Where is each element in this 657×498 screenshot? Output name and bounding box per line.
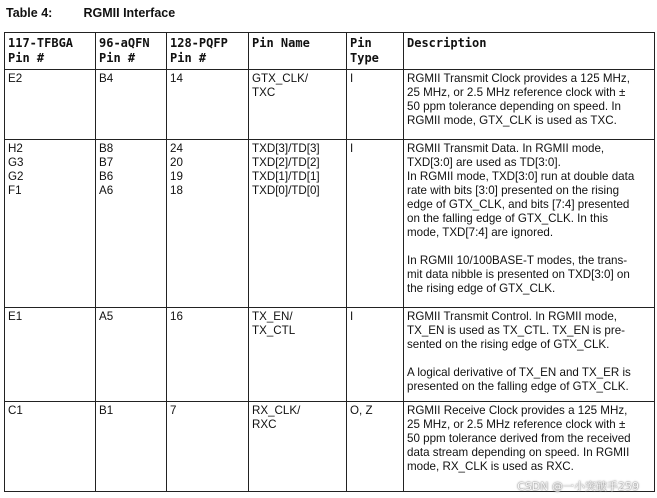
cell-line: 16 bbox=[170, 310, 183, 323]
cell-description bbox=[404, 70, 655, 140]
cell-line: 14 bbox=[170, 72, 183, 85]
cell-line: TXD[1]/TD[1] bbox=[252, 170, 320, 183]
description-line: rate with bits [3:0] presented on the rising bbox=[407, 184, 620, 197]
cell-line: 7 bbox=[170, 404, 177, 417]
cell-line: A5 bbox=[99, 310, 114, 323]
header-96-aqfn-pin: 96-aQFN Pin # bbox=[96, 33, 167, 70]
description-line: edge of GTX_CLK, and bits [7:4] presented bbox=[407, 198, 630, 211]
header-pin-name: Pin Name bbox=[249, 33, 347, 70]
header-row bbox=[5, 33, 655, 70]
cell-128-pqfp-pin bbox=[167, 308, 249, 402]
table-body bbox=[5, 70, 655, 492]
cell-line: I bbox=[350, 72, 354, 85]
cell-128-pqfp-pin bbox=[167, 402, 249, 492]
cell-line: TX_EN/ bbox=[252, 310, 293, 323]
cell-128-pqfp-pin bbox=[167, 140, 249, 308]
table-caption bbox=[6, 6, 175, 20]
paragraph-gap bbox=[407, 240, 651, 254]
cell-117-tfbga-pin bbox=[5, 140, 96, 308]
description-line: sented on the rising edge of GTX_CLK. bbox=[407, 338, 610, 351]
header-117-tfbga-pin: 117-TFBGA Pin # bbox=[5, 33, 96, 70]
cell-line: RXC bbox=[252, 418, 277, 431]
table-title: RGMII Interface bbox=[83, 6, 176, 20]
cell-pin-name bbox=[249, 308, 347, 402]
header-pin-type: Pin Type bbox=[347, 33, 404, 70]
cell-line: B1 bbox=[99, 404, 114, 417]
cell-line: 24 bbox=[170, 142, 183, 155]
cell-line: TXD[0]/TD[0] bbox=[252, 184, 320, 197]
description-line: In RGMII mode, TXD[3:0] run at double data bbox=[407, 170, 635, 183]
description-line: 25 MHz, or 2.5 MHz reference clock with ± bbox=[407, 418, 626, 431]
cell-line: B8 bbox=[99, 142, 114, 155]
cell-line: E1 bbox=[8, 310, 23, 323]
cell-line: G2 bbox=[8, 170, 24, 183]
cell-line: A6 bbox=[99, 184, 114, 197]
header-description: Description bbox=[404, 33, 655, 70]
description-line: the rising edge of GTX_CLK. bbox=[407, 282, 556, 295]
table-number: Table 4: bbox=[6, 6, 53, 20]
cell-line: B4 bbox=[99, 72, 114, 85]
table-row bbox=[5, 140, 655, 308]
cell-pin-name bbox=[249, 70, 347, 140]
cell-line: F1 bbox=[8, 184, 22, 197]
cell-117-tfbga-pin bbox=[5, 70, 96, 140]
cell-pin-name bbox=[249, 402, 347, 492]
cell-pin-type bbox=[347, 140, 404, 308]
description-line: TX_EN is used as TX_CTL. TX_EN is pre- bbox=[407, 324, 625, 337]
description-line: 50 ppm tolerance derived from the received bbox=[407, 432, 631, 445]
cell-line: 18 bbox=[170, 184, 183, 197]
paragraph-gap bbox=[407, 352, 651, 366]
description-line: RGMII Receive Clock provides a 125 MHz, bbox=[407, 404, 628, 417]
cell-line: TXD[3]/TD[3] bbox=[252, 142, 320, 155]
description-line: mode, TXD[7:4] are ignored. bbox=[407, 226, 554, 239]
cell-96-aqfn-pin bbox=[96, 70, 167, 140]
cell-96-aqfn-pin bbox=[96, 140, 167, 308]
description-line: TXD[3:0] are used as TD[3:0]. bbox=[407, 156, 561, 169]
cell-line: TX_CTL bbox=[252, 324, 296, 337]
description-line: data stream depending on speed. In RGMII bbox=[407, 446, 630, 459]
description-line: on the falling edge of GTX_CLK. In this bbox=[407, 212, 609, 225]
cell-line: C1 bbox=[8, 404, 23, 417]
cell-line: E2 bbox=[8, 72, 23, 85]
description-line: RGMII Transmit Control. In RGMII mode, bbox=[407, 310, 618, 323]
cell-pin-type bbox=[347, 70, 404, 140]
cell-line: O, Z bbox=[350, 404, 373, 417]
cell-line: TXC bbox=[252, 86, 276, 99]
cell-line: GTX_CLK/ bbox=[252, 72, 309, 85]
cell-117-tfbga-pin bbox=[5, 308, 96, 402]
cell-117-tfbga-pin bbox=[5, 402, 96, 492]
description-line: 50 ppm tolerance depending on speed. In bbox=[407, 100, 622, 113]
table-row bbox=[5, 70, 655, 140]
description-line: presented on the falling edge of GTX_CLK. bbox=[407, 380, 629, 393]
cell-line: 19 bbox=[170, 170, 183, 183]
description-line: RGMII mode, GTX_CLK is used as TXC. bbox=[407, 114, 617, 127]
description-line: RGMII Transmit Clock provides a 125 MHz, bbox=[407, 72, 630, 85]
cell-pin-type bbox=[347, 402, 404, 492]
cell-line: RX_CLK/ bbox=[252, 404, 301, 417]
description-line: mit data nibble is presented on TXD[3:0] on bbox=[407, 268, 630, 281]
cell-description bbox=[404, 308, 655, 402]
cell-line: G3 bbox=[8, 156, 24, 169]
cell-96-aqfn-pin bbox=[96, 308, 167, 402]
cell-line: I bbox=[350, 310, 354, 323]
cell-pin-type bbox=[347, 308, 404, 402]
cell-pin-name bbox=[249, 140, 347, 308]
description-line: 25 MHz, or 2.5 MHz reference clock with ± bbox=[407, 86, 626, 99]
description-line: mode, RX_CLK is used as RXC. bbox=[407, 460, 574, 473]
cell-line: I bbox=[350, 142, 354, 155]
header-128-pqfp-pin: 128-PQFP Pin # bbox=[167, 33, 249, 70]
table-row bbox=[5, 308, 655, 402]
cell-line: B7 bbox=[99, 156, 114, 169]
description-line: RGMII Transmit Data. In RGMII mode, bbox=[407, 142, 605, 155]
description-line: In RGMII 10/100BASE-T modes, the trans- bbox=[407, 254, 628, 267]
cell-96-aqfn-pin bbox=[96, 402, 167, 492]
cell-128-pqfp-pin bbox=[167, 70, 249, 140]
cell-line: 20 bbox=[170, 156, 183, 169]
cell-line: B6 bbox=[99, 170, 114, 183]
cell-line: TXD[2]/TD[2] bbox=[252, 156, 320, 169]
description-line: A logical derivative of TX_EN and TX_ER is bbox=[407, 366, 631, 379]
rgmii-pin-table bbox=[4, 32, 655, 492]
cell-line: H2 bbox=[8, 142, 23, 155]
watermark: CSDN @一小突破手259 bbox=[517, 480, 639, 493]
cell-description bbox=[404, 140, 655, 308]
